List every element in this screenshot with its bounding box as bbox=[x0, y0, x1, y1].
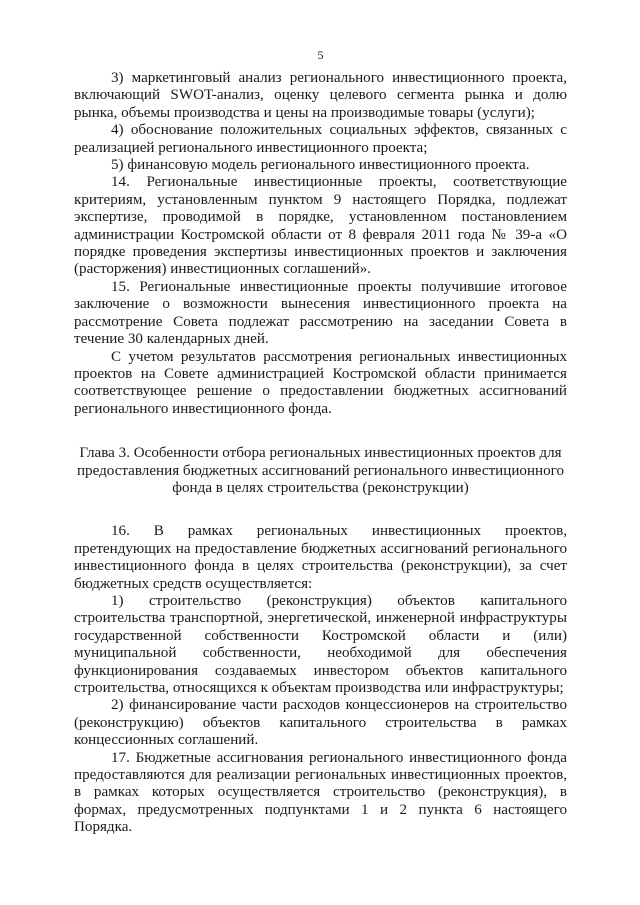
page-number: 5 bbox=[317, 48, 324, 62]
document-body bbox=[74, 70, 567, 837]
paragraph-subitem-2: 2) финансирование части расходов концессионеров на строительство (реконструкцию) объектов капитального строительства в рамках концессионных соглашений. bbox=[74, 697, 567, 749]
paragraph-clause-16: 16. В рамках региональных инвестиционных проектов, претендующих на предоставление бюджетных ассигнований регионального инвестиционного фонда в целях строительства (реконструкции), за счет бюджетных средств осуществляется: bbox=[74, 523, 567, 592]
paragraph-subitem-1: 1) строительство (реконструкция) объектов капитального строительства транспортной, энергетической, инженерной инфраструктуры государственной собственности Костромской области и (или) муниципальной собственности, необходимой для обеспечения функционирования создаваемых инвестором объектов капитального строительства, относящихся к объектам производства или инфраструктуры; bbox=[74, 592, 567, 696]
paragraph-item-4: 4) обоснование положительных социальных эффектов, связанных с реализацией регионального инвестиционного проекта; bbox=[74, 122, 567, 156]
paragraph-clause-17: 17. Бюджетные ассигнования регионального инвестиционного фонда предоставляются для реализации региональных инвестиционных проектов, в рамках которых осуществляется строительство (реконструкция), в формах, предусмотренных подпунктами 1 и 2 пункта 6 настоящего Порядка. bbox=[74, 749, 567, 836]
paragraph-council-decision: С учетом результатов рассмотрения региональных инвестиционных проектов на Совете администрацией Костромской области принимается соответствующее решение о предоставлении бюджетных ассигнований регионального инвестиционного фонда. bbox=[74, 348, 567, 417]
paragraph-item-3: 3) маркетинговый анализ регионального инвестиционного проекта, включающий SWOT-анализ, оценку целевого сегмента рынка и долю рынка, объемы производства и цены на производимые товары (услуги); bbox=[74, 70, 567, 121]
chapter-heading: Глава 3. Особенности отбора региональных инвестиционных проектов для предоставления бюджетных ассигнований регионального инвестиционного фонда в целях строительства (реконструкции) bbox=[76, 445, 565, 496]
paragraph-clause-15: 15. Региональные инвестиционные проекты получившие итоговое заключение о возможности вынесения инвестиционного проекта на рассмотрение Совета подлежат рассмотрению на заседании Совета в течение 30 календарных дней. bbox=[74, 278, 567, 348]
paragraph-clause-14: 14. Региональные инвестиционные проекты, соответствующие критериям, установленным пунктом 9 настоящего Порядка, подлежат экспертизе, проводимой в порядке, установленном постановлением администрации Костромской области от 8 февраля 2011 года № 39-а «О порядке проведения экспертизы инвестиционных проектов и заключения (расторжения) инвестиционных соглашений». bbox=[74, 174, 567, 278]
paragraph-item-5: 5) финансовую модель регионального инвестиционного проекта. bbox=[111, 157, 530, 174]
